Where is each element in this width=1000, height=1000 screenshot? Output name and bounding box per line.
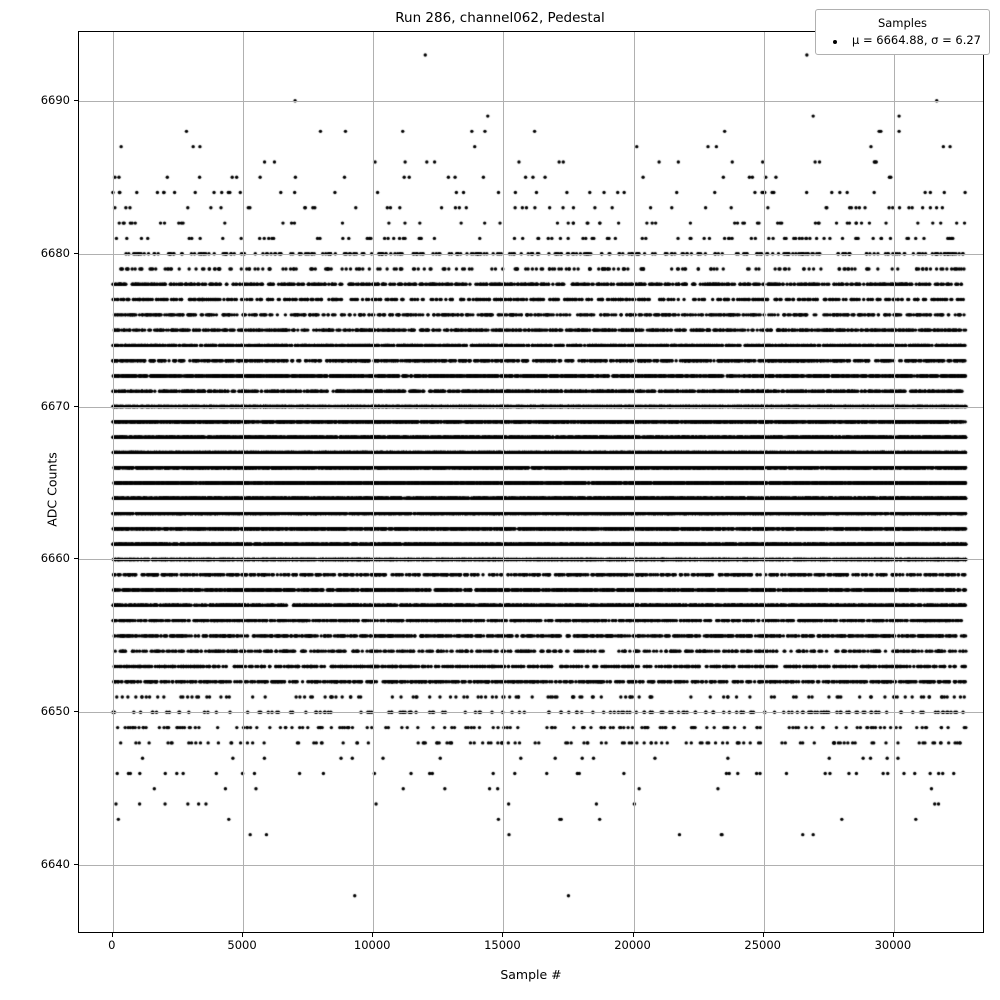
gridline-horizontal: [79, 254, 983, 255]
y-tick-label: 6660: [40, 551, 70, 566]
gridline-vertical: [894, 32, 895, 932]
y-tick-mark: [74, 253, 78, 254]
y-tick-mark: [74, 864, 78, 865]
gridline-horizontal: [79, 407, 983, 408]
y-axis-label: ADC Counts: [44, 452, 60, 527]
x-tick-label: 5000: [227, 938, 257, 952]
x-tick-label: 10000: [353, 938, 391, 952]
legend: [815, 9, 990, 55]
gridline-vertical: [243, 32, 244, 932]
gridline-horizontal: [79, 101, 983, 102]
x-tick-mark: [893, 933, 894, 937]
y-tick-label: 6650: [40, 704, 70, 719]
gridline-horizontal: [79, 712, 983, 713]
gridline-horizontal: [79, 559, 983, 560]
x-tick-label: 0: [108, 938, 116, 952]
chart-title: Run 286, channel062, Pedestal: [395, 10, 605, 26]
y-tick-mark: [74, 100, 78, 101]
x-tick-mark: [242, 933, 243, 937]
x-tick-mark: [633, 933, 634, 937]
scatter-points: [79, 32, 984, 933]
y-tick-label: 6680: [40, 245, 70, 260]
y-tick-mark: [74, 406, 78, 407]
x-tick-mark: [112, 933, 113, 937]
gridline-horizontal: [79, 865, 983, 866]
x-tick-label: 15000: [484, 938, 521, 952]
y-tick-mark: [74, 711, 78, 712]
legend-entry: [824, 33, 981, 47]
y-tick-label: 6640: [40, 857, 70, 872]
x-tick-mark: [763, 933, 764, 937]
x-tick-label: 20000: [614, 938, 651, 952]
x-tick-mark: [502, 933, 503, 937]
x-tick-mark: [372, 933, 373, 937]
plot-axes: [78, 31, 984, 933]
legend-entry-label: μ = 6664.88, σ = 6.27: [852, 33, 981, 47]
gridline-vertical: [373, 32, 374, 932]
y-tick-mark: [74, 558, 78, 559]
gridline-vertical: [764, 32, 765, 932]
legend-title: Samples: [877, 16, 928, 30]
x-axis-label: Sample #: [500, 967, 562, 982]
y-tick-label: 6670: [40, 398, 70, 413]
x-tick-label: 30000: [874, 938, 912, 952]
gridline-vertical: [634, 32, 635, 932]
y-tick-label: 6690: [40, 92, 70, 107]
gridline-vertical: [503, 32, 504, 932]
x-tick-label: 25000: [744, 938, 781, 952]
legend-point-icon: [824, 33, 846, 47]
gridline-vertical: [113, 32, 114, 932]
